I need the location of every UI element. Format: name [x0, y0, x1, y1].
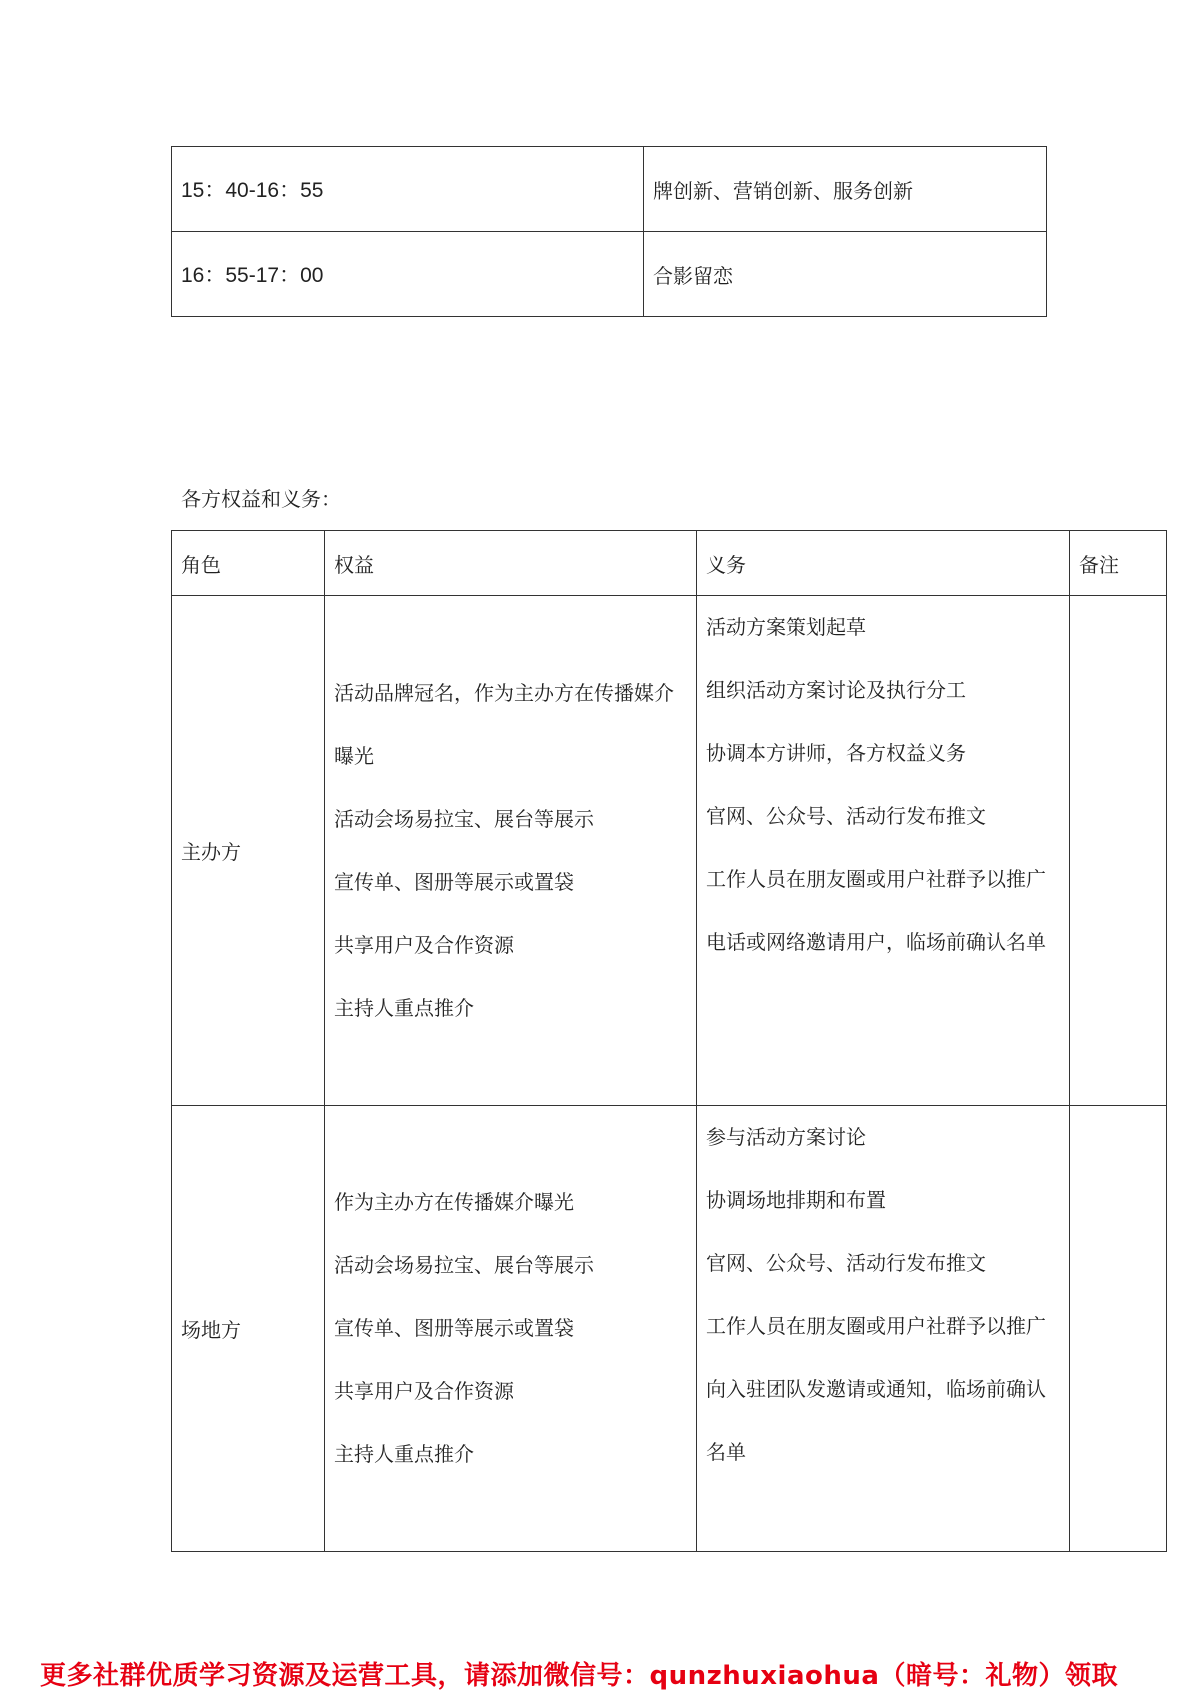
header-notes: 备注 [1070, 531, 1167, 596]
rights-item: 作为主办方在传播媒介曝光 [334, 1190, 574, 1214]
table-header-row [172, 531, 1167, 596]
table-row-organizer [172, 596, 1167, 1106]
duties-item: 官网、公众号、活动行发布推文 [706, 804, 986, 828]
table-row-venue [172, 1106, 1167, 1552]
duties-item: 工作人员在朋友圈或用户社群予以推广 [706, 1314, 1046, 1338]
schedule-row [172, 147, 1047, 232]
duties-item: 官网、公众号、活动行发布推文 [706, 1251, 986, 1275]
duties-cell [697, 1106, 1070, 1552]
role-cell: 场地方 [172, 1106, 325, 1552]
notes-cell [1070, 1106, 1167, 1552]
schedule-table [171, 146, 1047, 317]
duties-item: 组织活动方案讨论及执行分工 [706, 678, 966, 702]
rights-item: 主持人重点推介 [334, 1442, 474, 1466]
schedule-row [172, 232, 1047, 317]
duties-cell [697, 596, 1070, 1106]
rights-duties-table [171, 530, 1167, 1552]
rights-item: 活动品牌冠名，作为主办方在传播媒介曝光 [334, 680, 674, 768]
schedule-time: 15：40-16：55 [172, 147, 644, 232]
rights-item: 宣传单、图册等展示或置袋 [334, 1316, 574, 1340]
rights-item: 活动会场易拉宝、展台等展示 [334, 806, 594, 831]
duties-item: 电话或网络邀请用户，临场前确认名单 [706, 930, 1046, 954]
promo-banner: 更多社群优质学习资源及运营工具，请添加微信号：qunzhuxiaohua（暗号：礼物）领取 [40, 1661, 1118, 1691]
duties-item: 协调场地排期和布置 [706, 1188, 886, 1212]
rights-item: 宣传单、图册等展示或置袋 [334, 869, 574, 894]
header-rights: 权益 [325, 531, 697, 596]
rights-item: 共享用户及合作资源 [334, 1379, 514, 1403]
rights-item: 共享用户及合作资源 [334, 932, 514, 957]
schedule-content: 牌创新、营销创新、服务创新 [644, 147, 1047, 232]
role-cell: 主办方 [172, 596, 325, 1106]
rights-cell [325, 1106, 697, 1552]
duties-item: 向入驻团队发邀请或通知，临场前确认名单 [706, 1377, 1046, 1464]
duties-item: 工作人员在朋友圈或用户社群予以推广 [706, 867, 1046, 891]
duties-item: 协调本方讲师，各方权益义务 [706, 741, 966, 765]
rights-item: 主持人重点推介 [334, 995, 474, 1020]
duties-item: 参与活动方案讨论 [706, 1125, 866, 1149]
section-heading: 各方权益和义务： [181, 487, 341, 511]
header-role: 角色 [172, 531, 325, 596]
header-duties: 义务 [697, 531, 1070, 596]
rights-item: 活动会场易拉宝、展台等展示 [334, 1253, 594, 1277]
notes-cell [1070, 596, 1167, 1106]
rights-cell [325, 596, 697, 1106]
schedule-content: 合影留恋 [644, 232, 1047, 317]
schedule-time: 16：55-17：00 [172, 232, 644, 317]
duties-item: 活动方案策划起草 [706, 615, 866, 639]
